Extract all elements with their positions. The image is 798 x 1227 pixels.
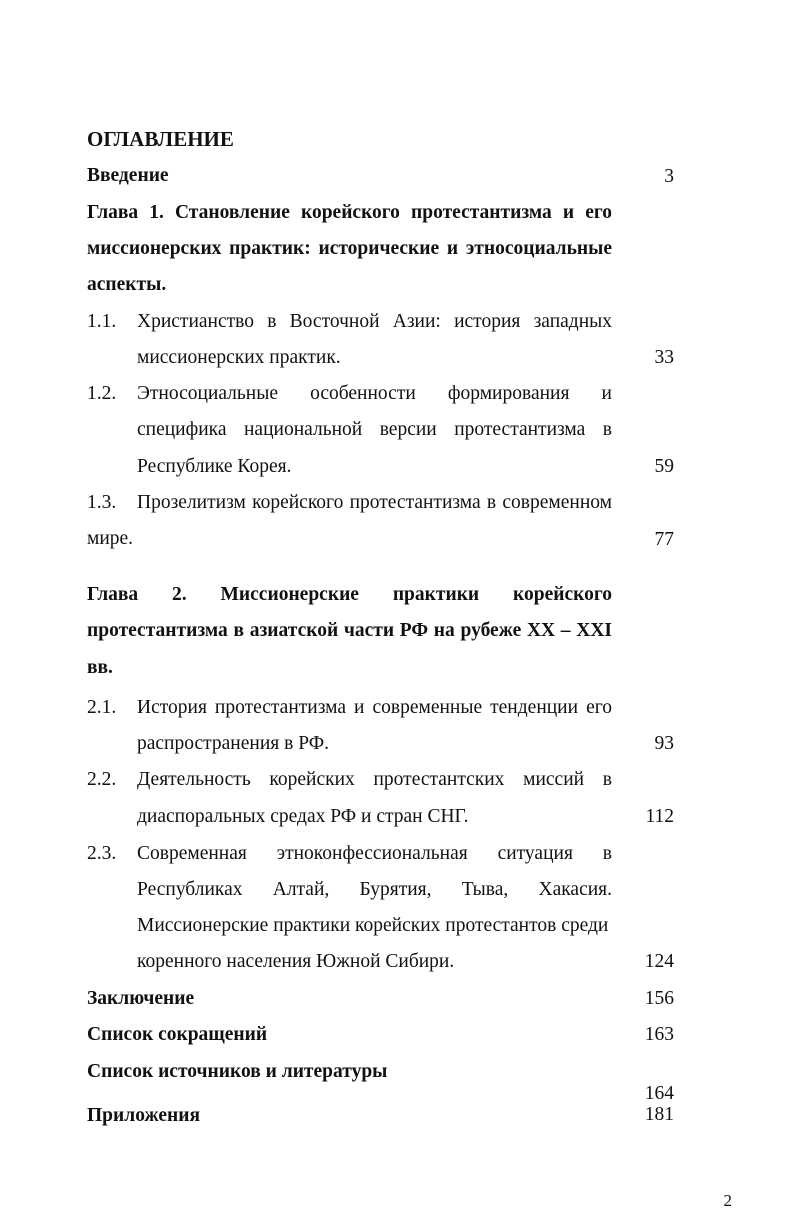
page-number: 2 <box>723 1191 732 1210</box>
section-2-3-line3: Миссионерские практики корейских протестантов среди <box>137 915 609 936</box>
section-1-3-page: 77 <box>654 529 674 550</box>
section-1-2-number: 1.2. <box>87 383 117 404</box>
chapter1-line1: Глава 1. Становление корейского протестантизма и его <box>87 202 612 223</box>
abbreviations-label: Список сокращений <box>87 1024 268 1045</box>
section-2-3-line2: Республиках Алтай, Бурятия, Тыва, Хакасия. <box>137 879 612 900</box>
chapter2-line1: Глава 2. Миссионерские практики корейского <box>87 584 612 605</box>
abbreviations-page: 163 <box>644 1024 674 1045</box>
section-2-1-line1: История протестантизма и современные тенденции его <box>137 697 612 718</box>
chapter2-line3: вв. <box>87 657 113 678</box>
section-1-3-line1: Прозелитизм корейского протестантизма в современном <box>137 492 612 513</box>
section-2-3-line1: Современная этноконфессиональная ситуация в <box>137 843 612 864</box>
section-1-1-page: 33 <box>654 347 674 368</box>
toc-title: ОГЛАВЛЕНИЕ <box>87 127 234 151</box>
conclusion-page: 156 <box>644 988 674 1009</box>
chapter1-line3: аспекты. <box>87 274 167 295</box>
section-1-3-line2: мире. <box>87 528 134 549</box>
section-2-2-page: 112 <box>645 806 674 827</box>
sources-page: 164 <box>644 1083 674 1104</box>
section-1-2-line1: Этносоциальные особенности формирования и <box>137 383 612 404</box>
section-2-2-line2: диаспоральных средах РФ и стран СНГ. <box>137 806 469 827</box>
section-2-3-number: 2.3. <box>87 843 117 864</box>
intro-label: Введение <box>87 165 169 186</box>
section-1-1-number: 1.1. <box>87 311 117 332</box>
sources-label: Список источников и литературы <box>87 1061 388 1082</box>
section-2-3-line4: коренного населения Южной Сибири. <box>137 951 455 972</box>
section-2-2-line1: Деятельность корейских протестантских миссий в <box>137 769 612 790</box>
section-1-2-line2: специфика национальной версии протестантизма в <box>137 419 612 440</box>
section-2-1-page: 93 <box>654 733 674 754</box>
section-1-2-page: 59 <box>654 456 674 477</box>
section-1-1-line1: Христианство в Восточной Азии: история западных <box>137 311 612 332</box>
section-2-2-number: 2.2. <box>87 769 117 790</box>
intro-page: 3 <box>664 166 674 187</box>
chapter1-line2: миссионерских практик: исторические и этносоциальные <box>87 238 612 259</box>
section-2-1-line2: распространения в РФ. <box>137 733 329 754</box>
chapter2-line2: протестантизма в азиатской части РФ на рубеже XX – XXI <box>87 620 612 641</box>
section-2-3-page: 124 <box>644 951 674 972</box>
section-1-2-line3: Республике Корея. <box>137 456 292 477</box>
conclusion-label: Заключение <box>87 988 195 1009</box>
appendix-page: 181 <box>644 1104 674 1125</box>
section-1-3-number: 1.3. <box>87 492 117 513</box>
appendix-label: Приложения <box>87 1105 201 1126</box>
section-2-1-number: 2.1. <box>87 697 117 718</box>
section-1-1-line2: миссионерских практик. <box>137 347 341 368</box>
